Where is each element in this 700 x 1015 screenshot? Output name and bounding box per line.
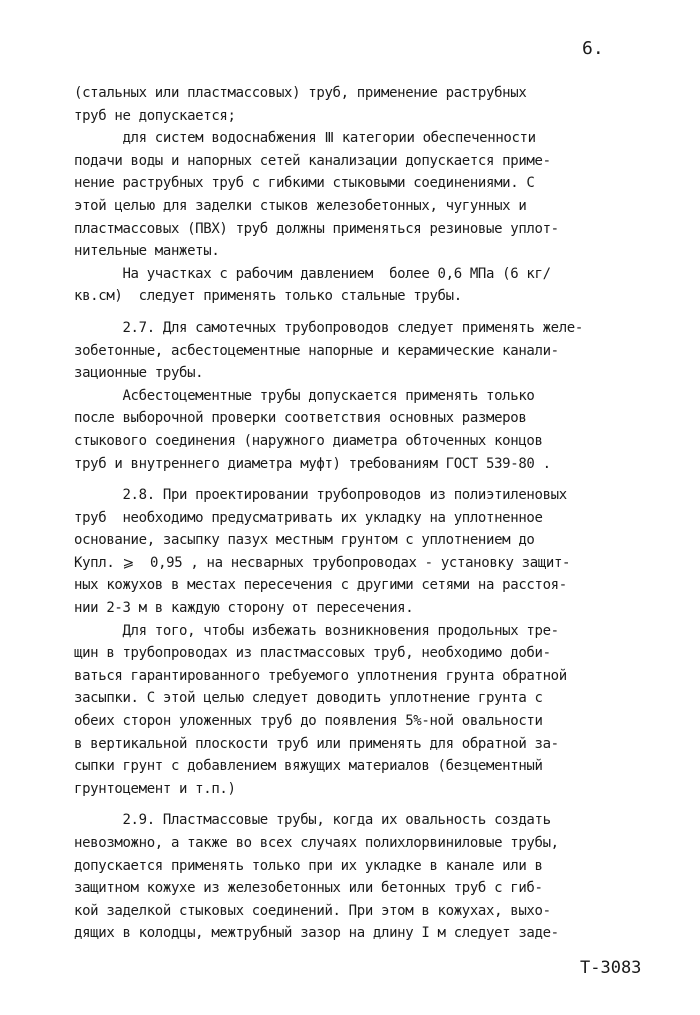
paragraph-block (74, 82, 634, 308)
text-line: ваться гарантированного требуемого уплотнения грунта обратной (74, 667, 567, 684)
text-line: кв.см) следует применять только стальные трубы. (74, 288, 462, 305)
text-line: 2.9. Пластмассовые трубы, когда их овальность создать (74, 812, 551, 829)
text-line: для систем водоснабжения Ⅲ категории обеспеченности (74, 130, 536, 147)
text-line: невозможно, а также во всех случаях полихлорвиниловые трубы, (74, 835, 559, 851)
text-line: ных кожухов в местах пересечения с другими сетями на расстоя- (74, 577, 567, 594)
text-line: грунтоцемент и т.п.) (74, 780, 236, 797)
text-line: сыпки грунт с добавлением вяжущих материалов (безцементный (74, 758, 543, 775)
text-line: допускается применять только при их укладке в канале или в (74, 857, 543, 874)
text-line: после выборочной проверки соответствия основных размеров (74, 410, 527, 427)
text-line: труб не допускается; (74, 107, 236, 124)
text-line: пластмассовых (ПВХ) труб должны применяться резиновые уплот- (74, 220, 559, 237)
text-line: защитном кожухе из железобетонных или бетонных труб с гиб- (74, 880, 543, 897)
text-line: Асбестоцементные трубы допускается применять только (74, 387, 535, 404)
document-body (74, 82, 634, 945)
text-line: труб необходимо предусматривать их укладку на уплотненное (74, 509, 543, 526)
text-line: стыкового соединения (наружного диаметра обточенных концов (74, 432, 543, 449)
document-code: Т-3083 (580, 958, 642, 978)
text-line: засыпки. С этой целью следует доводить уплотнение грунта с (74, 690, 543, 707)
text-line: этой целью для заделки стыков железобетонных, чугунных и (74, 197, 527, 214)
text-line: 2.7. Для самотечных трубопроводов следует применять желе- (74, 319, 583, 336)
paragraph-block (74, 484, 634, 800)
text-line: зационные трубы. (74, 365, 204, 382)
text-line: 2.8. При проектировании трубопроводов из полиэтиленовых (74, 487, 567, 504)
text-line: щин в трубопроводах из пластмассовых труб, необходимо доби- (74, 645, 551, 662)
paragraph-block (74, 317, 634, 475)
text-line: кой заделкой стыковых соединений. При этом в кожухах, выхо- (74, 902, 551, 919)
text-line: в вертикальной плоскости труб или применять для обратной за- (74, 735, 559, 752)
text-line: нии 2-3 м в каждую сторону от пересечения. (74, 600, 414, 617)
text-line: зобетонные, асбестоцементные напорные и керамические канали- (74, 342, 559, 359)
text-line: (стальных или пластмассовых) труб, применение раструбных (74, 85, 527, 101)
text-line: Для того, чтобы избежать возникновения продольных тре- (74, 622, 559, 639)
text-line: обеих сторон уложенных труб до появления 5%-ной овальности (74, 713, 543, 730)
paragraph-block (74, 809, 634, 945)
text-line: основание, засыпку пазух местным грунтом с уплотнением до (74, 532, 535, 549)
text-line: На участках с рабочим давлением более 0,6 МПа (6 кг/ (74, 265, 551, 282)
text-line: нительные манжеты. (74, 243, 220, 260)
text-line: Купл. ⩾ 0,95 , на несварных трубопроводах - установку защит- (74, 554, 571, 571)
text-line: дящих в колодцы, межтрубный зазор на длину I м следует заде- (74, 925, 559, 942)
text-line: подачи воды и напорных сетей канализации допускается приме- (74, 152, 551, 169)
text-line: нение раструбных труб с гибкими стыковыми соединениями. С (74, 175, 535, 192)
text-line: труб и внутреннего диаметра муфт) требованиям ГОСТ 539-80 . (74, 455, 551, 472)
page-number: 6. (582, 38, 604, 59)
